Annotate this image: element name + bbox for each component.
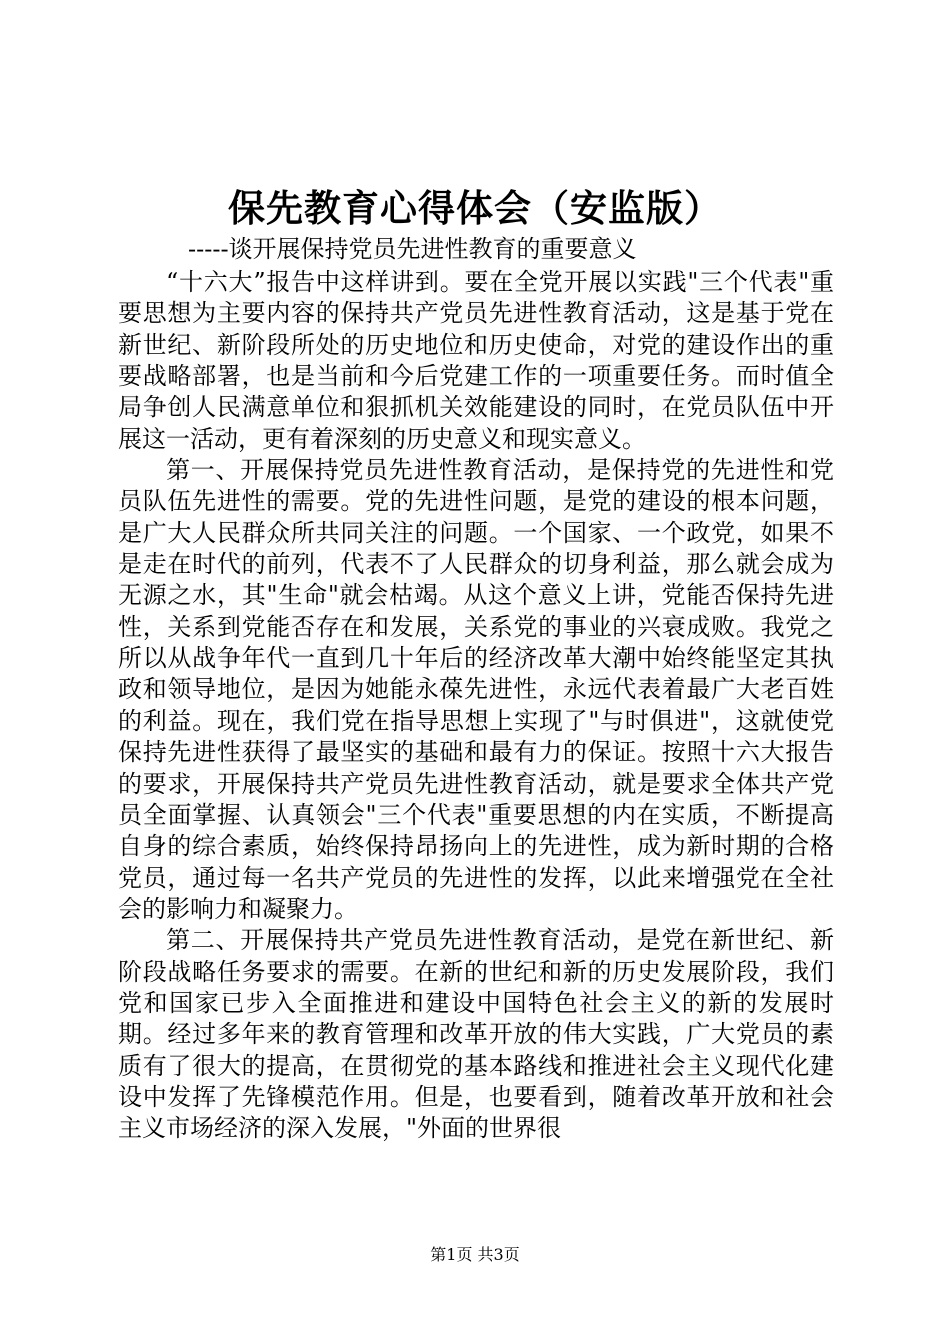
paragraph-intro: “十六大”报告中这样讲到。要在全党开展以实践"三个代表"重要思想为主要内容的保持共产党员先进性教育活动，这是基于党在新世纪、新阶段所处的历史地位和历史使命，对党的建设作出的重要战略部署，也是当前和今后党建工作的一项重要任务。而时值全局争创人民满意单位和狠抓机关效能建设的同时，在党员队伍中开展这一活动，更有着深刻的历史意义和现实意义。 [118, 268, 834, 453]
page-number-footer: 第1页 共3页 [430, 1245, 520, 1264]
document-title: 保先教育心得体会（安监版） [228, 186, 722, 230]
paragraph-first-point: 第一、开展保持党员先进性教育活动，是保持党的先进性和党员队伍先进性的需要。党的先进性问题，是党的建设的根本问题，是广大人民群众所共同关注的问题。一个国家、一个政党，如果不是走在时代的前列，代表不了人民群众的切身利益，那么就会成为无源之水，其"生命"就会枯竭。从这个意义上讲，党能否保持先进性，关系到党能否存在和发展，关系党的事业的兴衰成败。我党之所以从战争年代一直到几十年后的经济改革大潮中始终能坚定其执政和领导地位，是因为她能永葆先进性，永远代表着最广大老百姓的利益。现在，我们党在指导思想上实现了"与时俱进"，这就使党保持先进性获得了最坚实的基础和最有力的保证。按照十六大报告的要求，开展保持共产党员先进性教育活动，就是要求全体共产党员全面掌握、认真领会"三个代表"重要思想的内在实质，不断提高自身的综合素质，始终保持昂扬向上的先进性，成为新时期的合格党员，通过每一名共产党员的先进性的发挥，以此来增强党在全社会的影响力和凝聚力。 [118, 456, 834, 923]
paragraph-second-point: 第二、开展保持共产党员先进性教育活动，是党在新世纪、新阶段战略任务要求的需要。在新的世纪和新的历史发展阶段，我们党和国家已步入全面推进和建设中国特色社会主义的新的发展时期。经过多年来的教育管理和改革开放的伟大实践，广大党员的素质有了很大的提高，在贯彻党的基本路线和推进社会主义现代化建设中发挥了先锋模范作用。但是，也要看到，随着改革开放和社会主义市场经济的深入发展，"外面的世界很 [118, 926, 834, 1143]
document-body [118, 267, 834, 1145]
document-subtitle: -----谈开展保持党员先进性教育的重要意义 [188, 235, 637, 263]
